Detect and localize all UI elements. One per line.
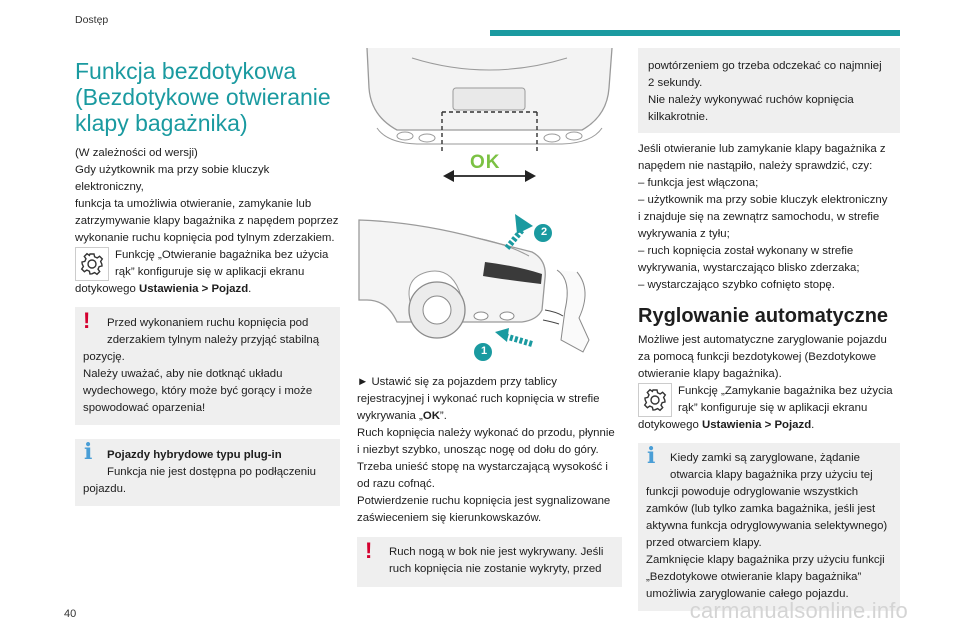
- ok-label: OK: [470, 152, 501, 173]
- section-heading: Ryglowanie automatyczne: [638, 305, 889, 327]
- title-line: Funkcja bezdotykowa: [75, 58, 297, 84]
- page-title: [75, 58, 340, 136]
- column-1: [75, 58, 340, 506]
- warning-icon: !: [365, 538, 373, 563]
- callout-1: 1: [480, 345, 488, 357]
- gear-icon: [75, 247, 109, 281]
- warning-icon: !: [83, 308, 91, 333]
- intro-paragraph: (W zależności od wersji) Gdy użytkownik ma przy sobie kluczyk elektroniczny, funkcja ta umożliwia otwieranie, zamykanie lub zatrzymywanie klapy bagażnika z napędem poprzez wykonanie ruchu kopnięcia pod tylnym zderzakiem.: [75, 147, 339, 244]
- auto-lock-paragraph: Możliwe jest automatyczne zaryglowanie pojazdu za pomocą funkcji bezdotykowej (Bezdotykowe otwieranie klapy bagażnika).: [638, 334, 887, 380]
- info-box: i Kiedy zamki są zaryglowane, żądanie otwarcia klapy bagażnika przy użyciu tej funkcji powoduje odryglowanie wszystkich zamków (lub tylko zamka bagażnika, jeśli jest aktywna funkcja odryglowywania selektywnego) przed otwarciem klapy. Zamknięcie klapy bagażnika przy użyciu funkcji „Bezdotykowe otwieranie klapy bagażnika” umożliwia zaryglowanie całego pojazdu.: [638, 443, 900, 611]
- check-list: Jeśli otwieranie lub zamykanie klapy bagażnika z napędem nie nastąpiło, należy sprawdzić, czy: – funkcja jest włączona; – użytkownik ma przy sobie kluczyk elektroniczny i znajduje się na zewnątrz samochodu, w strefie wykrywania z tyłu; – ruch kopnięcia został wykonany w strefie wykrywania, wystarczająco blisko zderzaka; – wystarczająco szybko cofnięto stopę.: [638, 143, 888, 291]
- arrow-icon: ►: [357, 376, 372, 388]
- settings-note: Funkcję „Otwieranie bagażnika bez użycia rąk” konfiguruje się w aplikacji ekranu dotykowego Ustawienia > Pojazd.: [75, 249, 329, 295]
- kick-gesture-illustration: [357, 200, 622, 365]
- warning-box: ! Przed wykonaniem ruchu kopnięcia pod zderzakiem tylnym należy przyjąć stabilną pozycję. Należy uważać, aby nie dotknąć układu wydechowego, który może być gorący i może spowodować oparzenia!: [75, 307, 340, 425]
- warning-box: ! Ruch nogą w bok nie jest wykrywany. Jeśli ruch kopnięcia nie zostanie wykryty, przed: [357, 537, 622, 587]
- title-line: klapy bagażnika): [75, 110, 248, 136]
- info-icon: i: [84, 439, 93, 465]
- info-box: i Pojazdy hybrydowe typu plug-in Funkcja nie jest dostępna po podłączeniu pojazdu.: [75, 439, 340, 506]
- warning-box-continued: powtórzeniem go trzeba odczekać co najmniej 2 sekundy. Nie należy wykonywać ruchów kopnięcia kilkakrotnie.: [638, 48, 900, 133]
- callout-2: 2: [540, 226, 548, 238]
- settings-note: Funkcję „Zamykanie bagażnika bez użycia rąk” konfiguruje się w aplikacji ekranu dotykowego Ustawienia > Pojazd.: [638, 385, 893, 431]
- header-accent-bar: [490, 30, 900, 36]
- title-line: (Bezdotykowe otwieranie: [75, 84, 331, 110]
- step-instruction: ► Ustawić się za pojazdem przy tablicy rejestracyjnej i wykonać ruch kopnięcia w strefie wykrywania „OK”. Ruch kopnięcia należy wykonać do przodu, płynnie i niezbyt szybko, unosząc nogę od dołu do góry. Trzeba unieść stopę na wystarczającą wysokość i od razu cofnąć. Potwierdzenie ruchu kopnięcia jest sygnalizowane zaświeceniem się kierunkowskazów.: [357, 376, 615, 524]
- column-2-text: [357, 374, 622, 587]
- gear-icon: [638, 383, 672, 417]
- watermark: carmanualsonline.info: [689, 598, 908, 623]
- column-3: [638, 48, 900, 611]
- page-number: 40: [64, 608, 77, 620]
- info-icon: i: [647, 443, 656, 469]
- section-header: Dostęp: [75, 14, 109, 26]
